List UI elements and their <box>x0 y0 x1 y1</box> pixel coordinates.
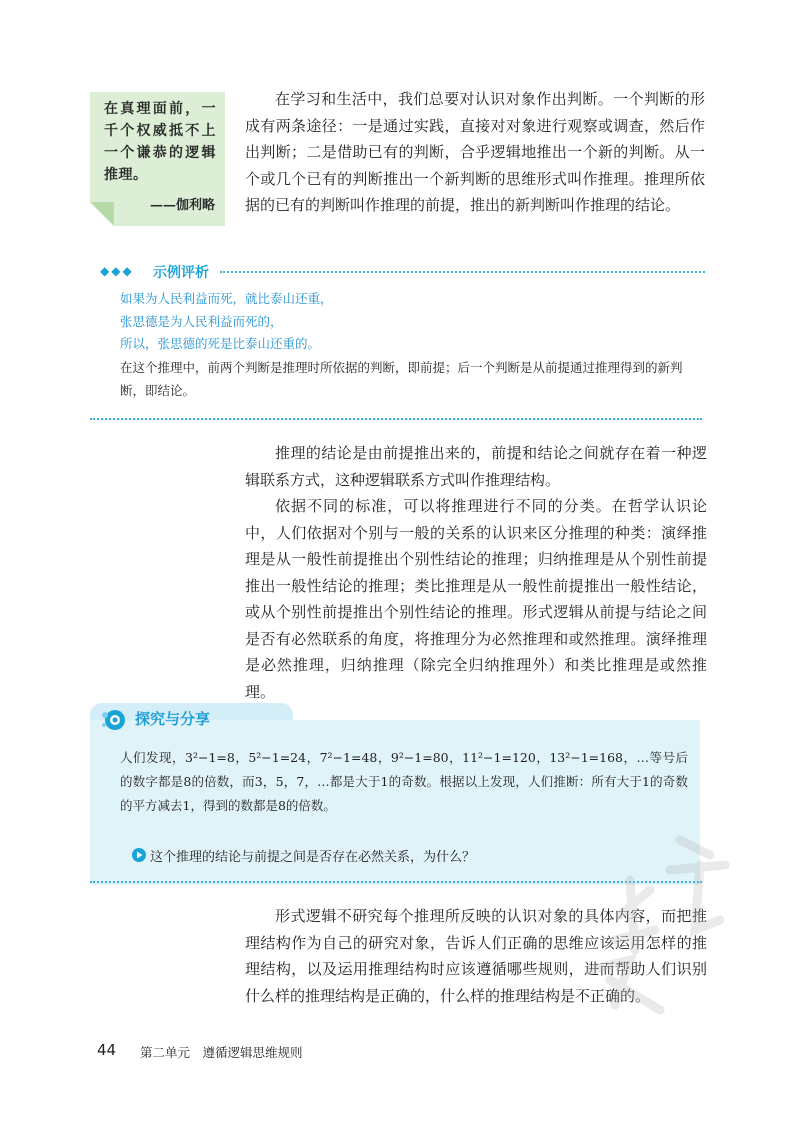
body-paragraph: 依据不同的标准，可以将推理进行不同的分类。在哲学认识论中，人们依据对个别与一般的关系的认识来区分推理的种类：演绎推理是从一般性前提推出个别性结论的推理；归纳推理是从个别性前提推出一般性结论的推理；类比推理是从一般性前提推出一般性结论，或从个别性前提推出个别性结论的推理。形式逻辑从前提与结论之间是否有必然联系的角度，将推理分为必然推理和或然推理。演绎推理是必然推理，归纳推理（除完全归纳推理外）和类比推理是或然推理。 <box>245 497 707 701</box>
intro-block <box>245 86 705 219</box>
example-line: 所以，张思德的死是比泰山还重的。 <box>120 336 321 351</box>
quote-card <box>90 92 225 226</box>
watermark-decoration <box>560 820 750 1020</box>
body-paragraph: 推理的结论是由前提推出来的，前提和结论之间就存在着一种逻辑联系方式，这种逻辑联系方式叫作推理结构。 <box>245 444 707 489</box>
example-title: 示例评析 <box>153 265 209 281</box>
quote-text: 在真理面前，一千个权威抵不上一个谦恭的逻辑推理。 <box>104 101 216 183</box>
dotted-divider <box>90 418 702 420</box>
example-explanation: 在这个推理中，前两个判断是推理时所依据的判断，即前提；后一个判断是从前提通过推理得到的新判断，即结论。 <box>120 360 683 398</box>
intro-paragraph: 在学习和生活中，我们总要对认识对象作出判断。一个判断的形成有两条途径：一是通过实践，直接对对象进行观察或调查，然后作出判断；二是借助已有的判断，合乎逻辑地推出一个新的判断。从一个或几个已有的判断推出一个新判断的思维形式叫作推理。推理所依据的已有的判断叫作推理的前提，推出的新判断叫作推理的结论。 <box>245 90 705 214</box>
page-number: 44 <box>97 1041 117 1059</box>
dotted-divider <box>220 271 705 273</box>
inquiry-question: 这个推理的结论与前提之间是否存在必然关系，为什么？ <box>150 850 476 865</box>
inquiry-title: 探究与分享 <box>135 710 211 728</box>
example-header <box>100 263 705 279</box>
unit-title: 第二单元 遵循逻辑思维规则 <box>140 1045 303 1060</box>
inquiry-text: 人们发现，3²−1=8，5²−1=24，7²−1=48，9²−1=80，11²−1=120，13²−1=168，…等号后的数字都是8的倍数，而3，5，7，…都是大于1的奇数。根据以上发现，人们推断：所有大于1的奇数的平方减去1，得到的数都是8的倍数。 <box>120 750 688 813</box>
example-lines <box>120 288 705 356</box>
explore-icon <box>100 708 128 732</box>
body-block <box>245 440 707 705</box>
page-curl-icon <box>90 202 114 226</box>
example-line: 如果为人民利益而死，就比泰山还重， <box>120 291 333 306</box>
example-line: 张思德是为人民利益而死的， <box>120 313 283 329</box>
closing-paragraph: 形式逻辑不研究每个推理所反映的认识对象的具体内容，而把推理结构作为自己的研究对象，告诉人们正确的思维应该运用怎样的推理结构，以及运用推理结构时应该遵循哪些规则，进而帮助人们识别什么样的推理结构是正确的，什么样的推理结构是不正确的。 <box>245 907 707 1005</box>
diamond-icons: ◆◆◆ <box>100 264 134 278</box>
play-icon <box>132 848 146 862</box>
quote-author: ——伽利略 <box>149 198 215 213</box>
